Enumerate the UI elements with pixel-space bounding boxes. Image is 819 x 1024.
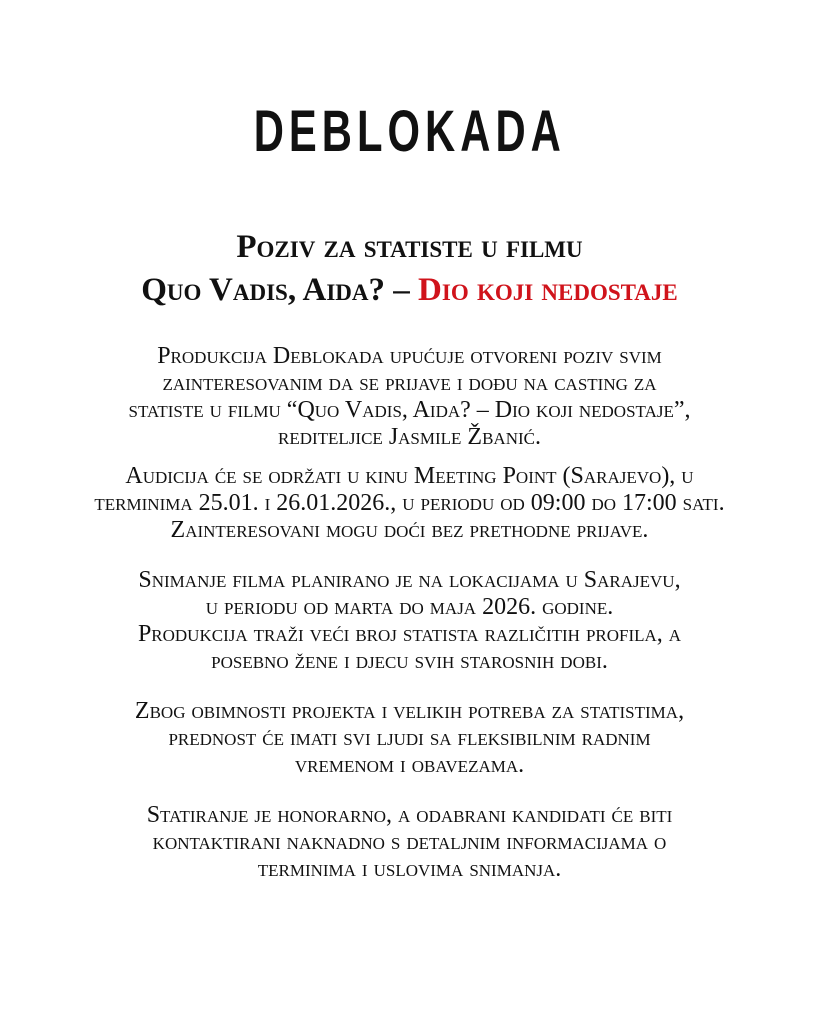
text-line: zainteresovanim da se prijave i dođu na casting za	[162, 370, 657, 396]
text-line: Statiranje je honorarno, a odabrani kandidati će biti	[146, 802, 673, 828]
text-line: u periodu od marta do maja 2026. godine.	[205, 594, 614, 620]
deblokada-logo	[0, 98, 819, 165]
text-line: Audicija će se održati u kinu Meeting Point (Sarajevo), u	[125, 463, 694, 489]
paragraph-priority	[0, 698, 819, 779]
title-line-2	[0, 269, 819, 312]
text-line: posebno žene i djecu svih starosnih dobi.	[211, 648, 608, 674]
paragraph-intro	[0, 343, 819, 451]
text-line: Produkcija traži veći broj statista različitih profila, a	[137, 621, 682, 647]
text-line: Zainteresovani mogu doći bez prethodne prijave.	[170, 517, 649, 543]
paragraph-audition	[0, 463, 819, 544]
title-line-1: Poziv za statiste u filmu	[236, 229, 583, 265]
text-line: statiste u filmu “Quo Vadis, Aida? – Dio koji nedostaje”,	[128, 397, 691, 423]
page-title	[0, 226, 819, 312]
announcement-body	[0, 343, 819, 883]
film-title: Quo Vadis, Aida? –	[141, 272, 419, 308]
film-subtitle-highlight: Dio koji nedostaje	[418, 272, 678, 308]
paragraph-compensation	[0, 802, 819, 883]
logo-text: DEBLOKADA	[253, 99, 566, 164]
text-line: Zbog obimnosti projekta i velikih potreba za statistima,	[134, 698, 685, 724]
text-line: rediteljice Jasmile Žbanić.	[278, 424, 541, 450]
text-line: Produkcija Deblokada upućuje otvoreni poziv svim	[157, 343, 662, 369]
paragraph-filming	[0, 567, 819, 675]
text-line: Snimanje filma planirano je na lokacijama u Sarajevu,	[138, 567, 681, 593]
text-line: terminima 25.01. i 26.01.2026., u periodu od 09:00 do 17:00 sati.	[94, 490, 725, 516]
text-line: kontaktirani naknadno s detaljnim informacijama o	[152, 829, 667, 855]
text-line: vremenom i obavezama.	[294, 752, 525, 778]
text-line: terminima i uslovima snimanja.	[257, 856, 562, 882]
text-line: prednost će imati svi ljudi sa fleksibilnim radnim	[168, 725, 651, 751]
